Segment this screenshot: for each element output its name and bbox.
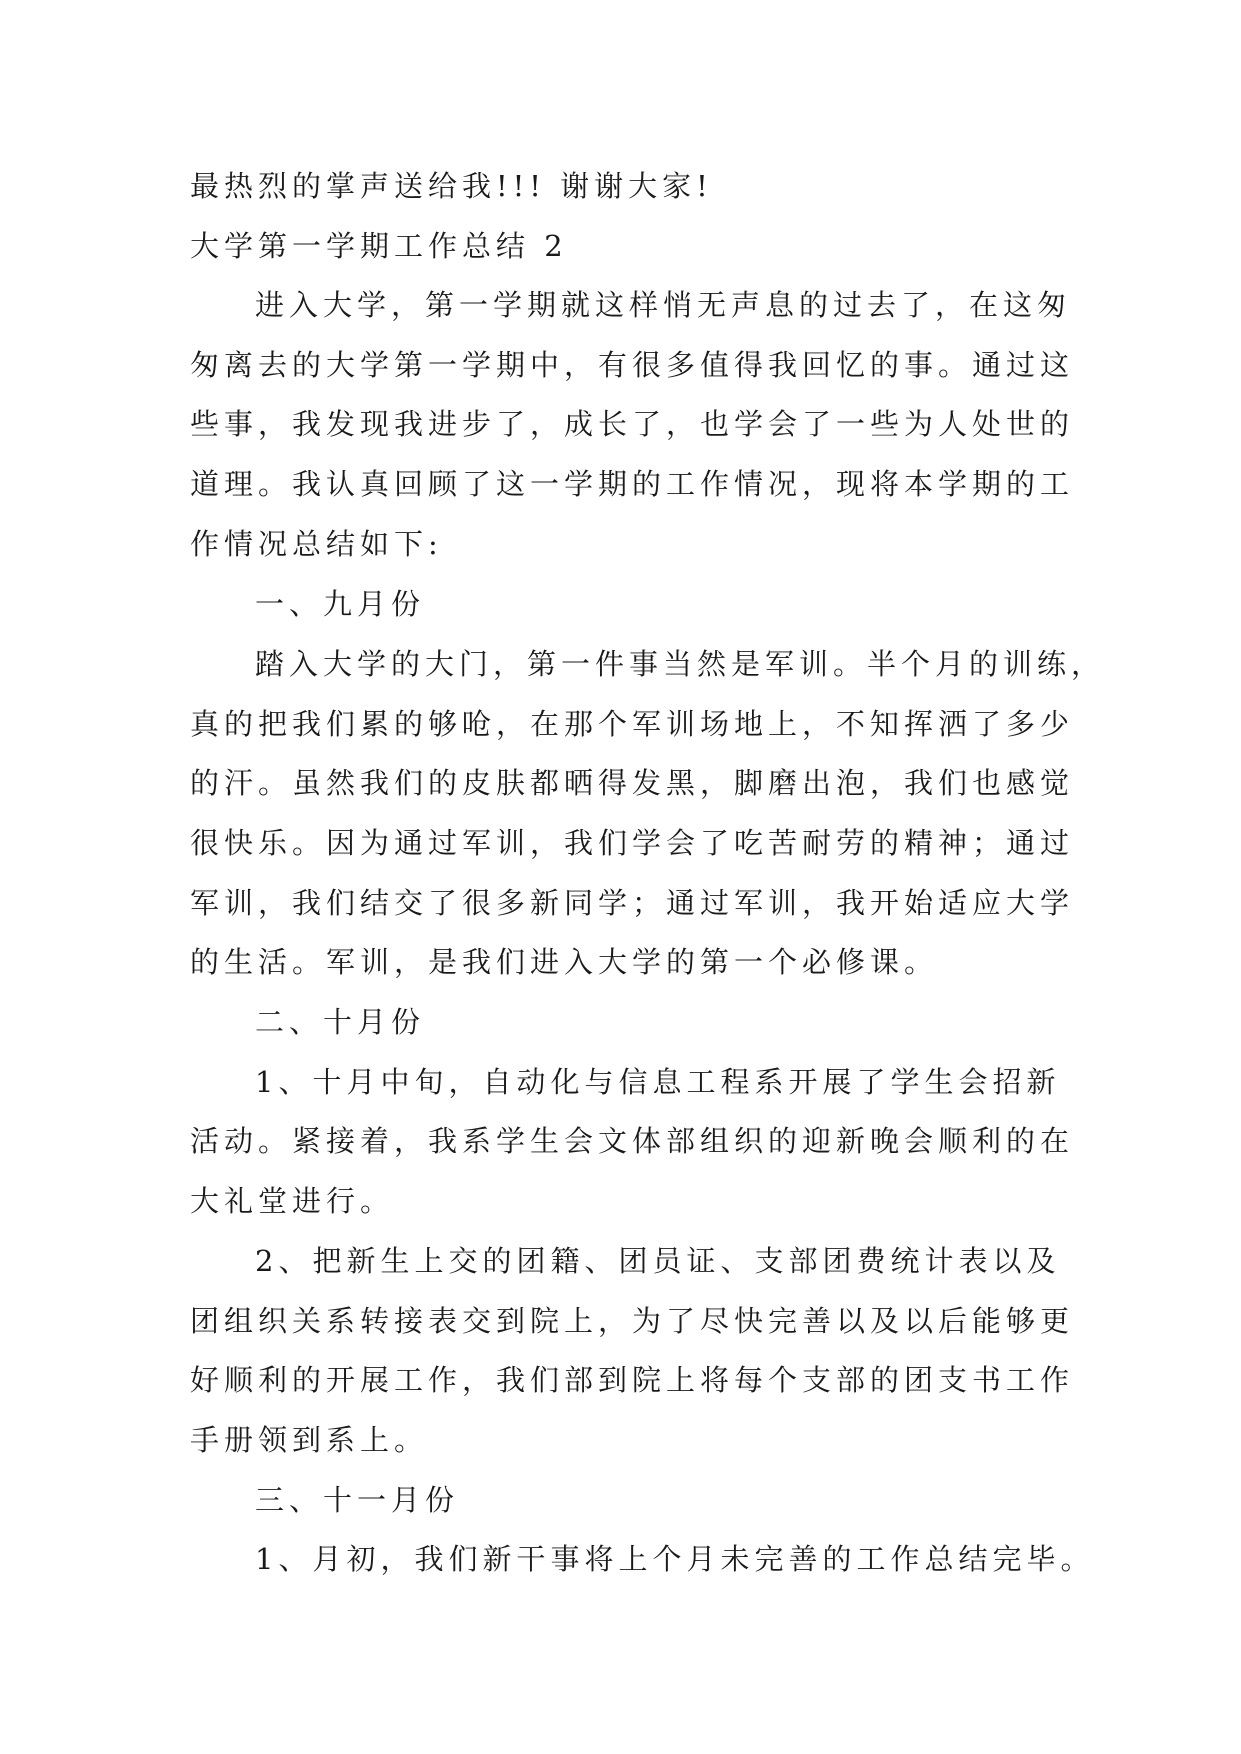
paragraph-line: 的生活。军训，是我们进入大学的第一个必修课。 [190, 945, 939, 979]
paragraph-line: 手册领到系上。 [190, 1423, 429, 1457]
paragraph-line: 真的把我们累的够呛，在那个军训场地上，不知挥洒了多少 [190, 707, 1075, 741]
paragraph-line: 活动。紧接着，我系学生会文体部组织的迎新晚会顺利的在 [190, 1124, 1075, 1158]
paragraph-line: 些事，我发现我进步了，成长了，也学会了一些为人处世的 [190, 407, 1075, 441]
paragraph-line: 进入大学，第一学期就这样悄无声息的过去了，在这匆 [255, 288, 1072, 322]
paragraph-line: 作情况总结如下: [190, 527, 443, 561]
subheading-october: 二、十月份 [255, 1005, 426, 1039]
paragraph-line: 好顺利的开展工作，我们部到院上将每个支部的团支书工作 [190, 1363, 1075, 1397]
subheading-november: 三、十一月份 [255, 1483, 460, 1517]
section-title: 大学第一学期工作总结 2 [190, 229, 568, 263]
closing-line: 最热烈的掌声送给我!!! 谢谢大家! [190, 169, 713, 203]
paragraph-line: 的汗。虽然我们的皮肤都晒得发黑，脚磨出泡，我们也感觉 [190, 766, 1075, 800]
subheading-september: 一、九月份 [255, 587, 426, 621]
paragraph-line: 1、月初，我们新干事将上个月未完善的工作总结完毕。 [255, 1542, 1095, 1576]
paragraph-line: 道理。我认真回顾了这一学期的工作情况，现将本学期的工 [190, 467, 1075, 501]
paragraph-line: 军训，我们结交了很多新同学；通过军训，我开始适应大学 [190, 886, 1075, 920]
paragraph-line: 1、十月中旬，自动化与信息工程系开展了学生会招新 [255, 1065, 1061, 1099]
paragraph-line: 团组织关系转接表交到院上，为了尽快完善以及以后能够更 [190, 1304, 1075, 1338]
paragraph-line: 匆离去的大学第一学期中，有很多值得我回忆的事。通过这 [190, 348, 1075, 382]
paragraph-line: 大礼堂进行。 [190, 1184, 395, 1218]
paragraph-line: 很快乐。因为通过军训，我们学会了吃苦耐劳的精神；通过 [190, 826, 1075, 860]
paragraph-line: 踏入大学的大门，第一件事当然是军训。半个月的训练， [255, 647, 1106, 681]
paragraph-line: 2、把新生上交的团籍、团员证、支部团费统计表以及 [255, 1244, 1061, 1278]
